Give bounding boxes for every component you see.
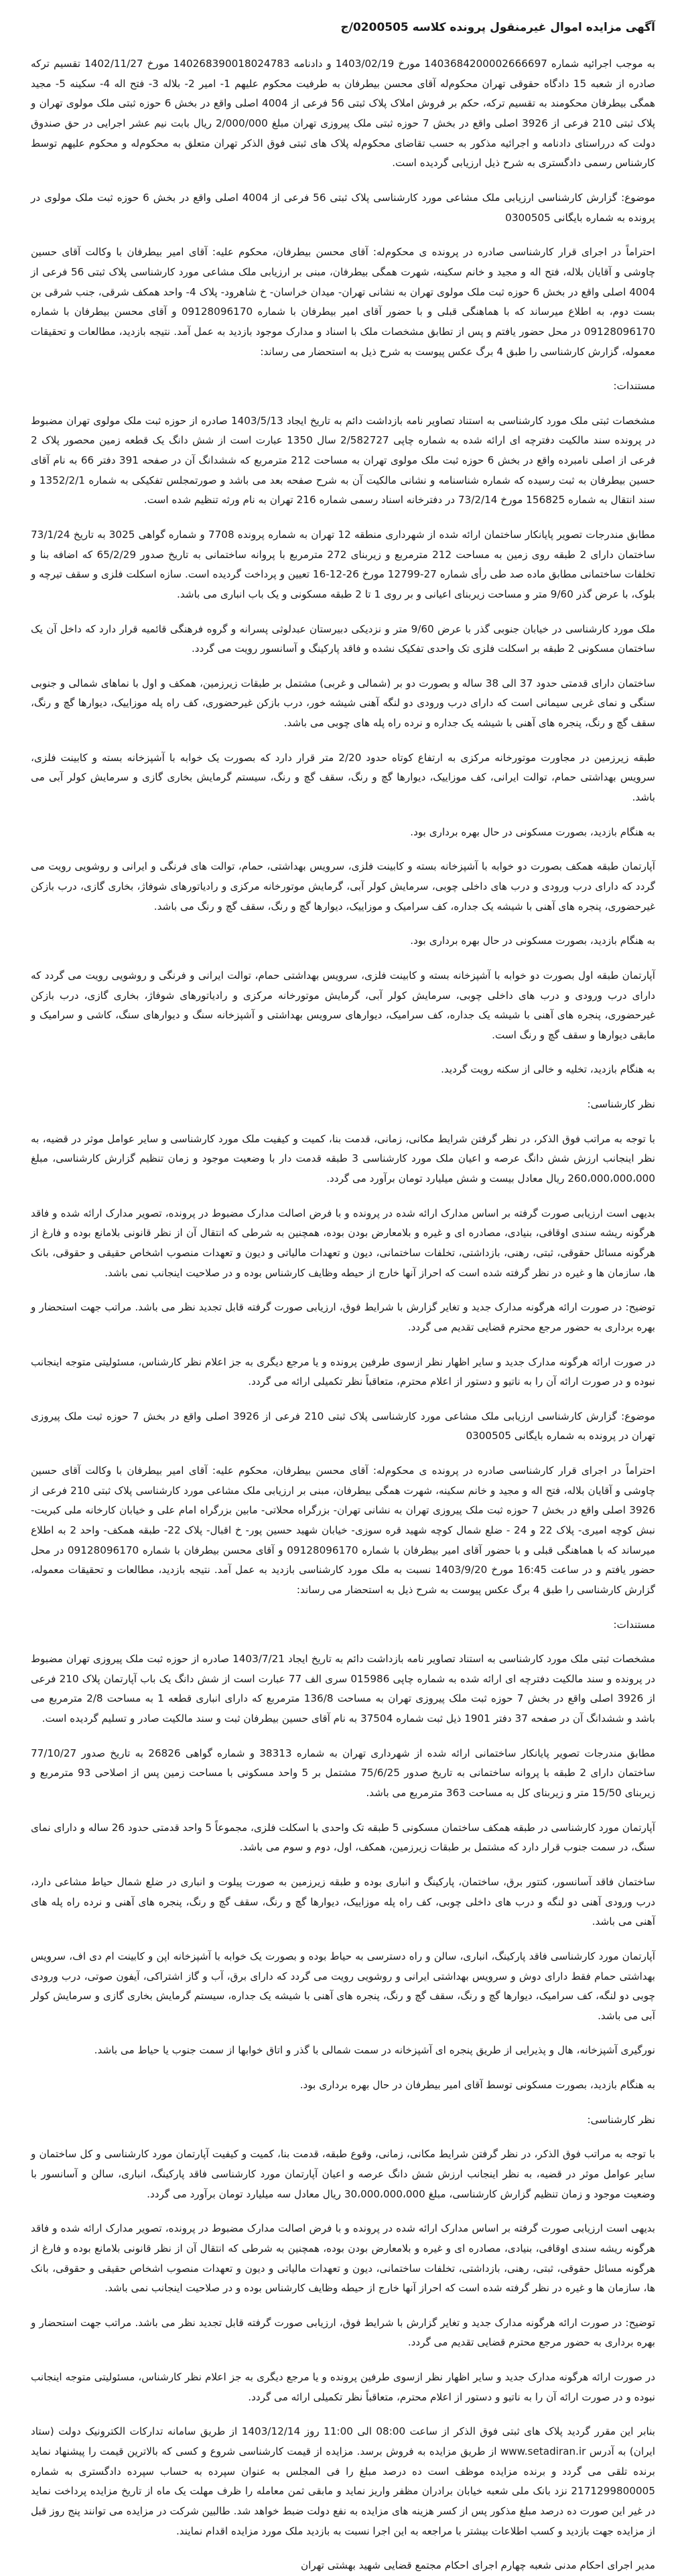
notice-signature: مدیر اجرای احکام مدنی شعبه چهارم اجرای احکام مجتمع قضایی شهید بهشتی تهران bbox=[300, 2559, 655, 2572]
notice-paragraph: ساختمان دارای قدمتی حدود 37 الی 38 ساله و بصورت دو بر (شمالی و غربی) مشتمل بر طبقات زیرزمین، همکف و اول با نماهای شمالی و جنوبی سنگی و نمای غربی سیمانی است که دارای درب ورودی دو لنگه آهنی شیشه خور، درب بازکن غیرحضوری، کف راه پله موزاییک، دیوارها گچ و رنگ، سقف گچ و رنگ، پنجره های آهنی با شیشه یک جداره و نرده راه پله های چوبی می باشد. bbox=[31, 677, 655, 730]
notice-paragraph: آپارتمان طبقه اول بصورت دو خوابه با آشپزخانه بسته و کابینت فلزی، سرویس بهداشتی حمام، توالت ایرانی و فرنگی و روشویی رویت می گردد که دارای درب ورودی و درب های داخلی چوبی، سرمایش کولر آبی، گرمایش موتورخانه مرکزی و رادیاتورهای شوفاژ، بخاری گازی، درب بازکن غیرحضوری، پنجره های آهنی با شیشه یک جداره، کف سرامیک، دیوارهای سرویس بهداشتی و آشپزخانه سنگ و دیوارهای سنگ، کاشی و سرامیک و مابقی دیوارها و سقف گچ و رنگ است. bbox=[31, 969, 655, 1041]
notice-paragraph: نظر کارشناسی: bbox=[587, 2113, 655, 2126]
notice-paragraph: مستندات: bbox=[613, 1618, 655, 1631]
notice-paragraph: به هنگام بازدید، بصورت مسکونی در حال بهره برداری بود. bbox=[410, 825, 655, 838]
notice-paragraph: نورگیری آشپزخانه، هال و پذیرایی از طریق پنجره ای آشپزخانه در سمت شمالی با گذر و اتاق خوابها از سمت جنوب یا حیاط می باشد. bbox=[94, 2044, 655, 2057]
notice-paragraph: بدیهی است ارزیابی صورت گرفته بر اساس مدارک ارائه شده در پرونده و با فرض اصالت مدارک مضبوط در پرونده، تصویر مدارک ارائه شده و فاقد هرگونه ریشه سندی اوقافی، بنیادی، مصادره ای و غیره و بلامعارض بودن بوده، همچنین به شرطی که انتقال آن از نظر قانونی بلامانع بوده و فارغ از هرگونه مسائل حقوقی، ثبتی، رهنی، بازداشتی، تخلفات ساختمانی، دیون و تعهدات مالیاتی و دیون و تعهدات منصوب اشخاص حقیقی و حقوقی، بانک ها، سازمان ها و غیره در نظر گرفته شده است که احراز آنها خارج از حیطه وظایف کارشناس بوده و در صلاحیت اینجانب نمی باشد. bbox=[31, 2222, 655, 2295]
notice-paragraph: بنابر این مقرر گردید پلاک های ثبتی فوق الذکر از ساعت 08:00 الی 11:00 روز 1403/12/14 از طریق سامانه تدارکات الکترونیک دولت (ستاد ایران) به آدرس www.setadiran.ir از طریق مزایده به فروش برسد. مزایده از قیمت کارشناسی شروع و کسی که بالاترین قیمت را پیشنهاد نماید برنده تلقی می گردد و برنده مزایده موظف است ده درصد مبلغ را فی المجلس به عنوان سپرده به حساب سپرده دادگستری به شماره 2171299800005 نزد بانک ملی شعبه خیابان برادران مظفر واریز نماید و مابقی ثمن معامله را ظرف مهلت یک ماه از تاریخ مزایده پرداخت نماید در غیر این صورت ده درصد مبلغ مذکور پس از کسر هزینه های مزایده به نفع دولت ضبط خواهد شد. طالبین شرکت در مزایده می توانند پنج روز قبل از مزایده جهت بازدید و کسب اطلاعات بیشتر با مراجعه به این اجرا نسبت به بازدید ملک مورد مزایده اقدام نمایند. bbox=[31, 2425, 655, 2537]
notice-paragraph: توضیح: در صورت ارائه هرگونه مدارک جدید و تغایر گزارش با شرایط فوق، ارزیابی صورت گرفته قابل تجدید نظر می باشد. مراتب جهت استحضار و بهره برداری به حضور مرجع محترم قضایی تقدیم می گردد. bbox=[31, 2316, 655, 2349]
notice-paragraph: بدیهی است ارزیابی صورت گرفته بر اساس مدارک ارائه شده در پرونده و با فرض اصالت مدارک مضبوط در پرونده، تصویر مدارک ارائه شده و فاقد هرگونه ریشه سندی اوقافی، بنیادی، مصادره ای و غیره و بلامعارض بودن بوده، همچنین به شرطی که انتقال آن از نظر قانونی بلامانع بوده و فارغ از هرگونه مسائل حقوقی، ثبتی، رهنی، بازداشتی، تخلفات ساختمانی، دیون و تعهدات مالیاتی و دیون و تعهدات منصوب اشخاص حقیقی و حقوقی، بانک ها، سازمان ها و غیره در نظر گرفته شده است که احراز آنها خارج از حیطه وظایف کارشناس بوده و در صلاحیت اینجانب نمی باشد. bbox=[31, 1207, 655, 1279]
notice-title: آگهی مزایده اموال غیرمنقول پرونده کلاسه 0200505/ج bbox=[340, 21, 655, 34]
notice-paragraph: به هنگام بازدید، بصورت مسکونی در حال بهره برداری بود. bbox=[410, 935, 655, 947]
notice-paragraph: آپارتمان مورد کارشناسی فاقد پارکینگ، انباری، سالن و راه دسترسی به حیاط بوده و بصورت یک خوابه با آشپزخانه اپن و کابینت ام دی اف، سرویس بهداشتی حمام فقط دارای دوش و سرویس بهداشتی ایرانی و روشویی رویت می گردد که دارای برق، آب و گاز اشتراکی، آیفون صوتی، درب ورودی چوبی دو لنگه، کف سرامیک، دیوارها گچ و رنگ، سقف گچ و رنگ، پنجره های آهنی با شیشه یک جداره، سیستم گرمایش بخاری گازی و سرمایش کولر آبی می باشد. bbox=[31, 1950, 655, 2022]
notice-paragraph: با توجه به مراتب فوق الذکر، در نظر گرفتن شرایط مکانی، زمانی، قدمت بنا، کمیت و کیفیت ملک مورد کارشناسی و سایر عوامل موثر در قضیه، به نظر اینجانب ارزش شش دانگ عرصه و اعیان ملک مورد کارشناسی 3 طبقه قدمت دار با وضعیت موجود و زمان تنظیم گزارش کارشناسی، مبلغ 260،000،000،000 ریال معادل بیست و شش میلیارد تومان برآورد می گردد. bbox=[31, 1132, 655, 1185]
notice-paragraph: در صورت ارائه هرگونه مدارک جدید و سایر اظهار نظر ازسوی طرفین پرونده و یا مرجع دیگری به جز اعلام نظر کارشناس، مسئولیتی متوجه اینجانب نبوده و در صورت ارائه آن را به ناتیو و دستور از اعلام محترم، متعاقباً نظر تکمیلی ارائه می گردد. bbox=[31, 1355, 655, 1388]
notice-paragraph: مشخصات ثبتی ملک مورد کارشناسی به استناد تصاویر نامه بازداشت دائم به تاریخ ایجاد 1403/5/13 صادره از حوزه ثبت ملک مولوی تهران مضبوط در پرونده سند مالکیت دفترچه ای ارائه شده به شماره چاپی 2/582727 سال 1350 عبارت است از شش دانگ یک قطعه زمین محصور پلاک 2 فرعی از اصلی نامبرده واقع در بخش 6 حوزه ثبت ملک مولوی تهران به مساحت 212 مترمربع که ششدانگ آن در صفحه 391 دفتر 66 به نام آقای حسین بیطرفان به ثبت رسیده که شماره شناسنامه و نشانی مالکیت آن به شرح صفحه بعد می باشد و صورتمجلس تفکیکی به شماره 1352/2/1 و سند انتقال به شماره 156825 مورخ 73/2/14 در دفترخانه اسناد رسمی شماره 216 تهران به نام ورثه تنظیم شده است. bbox=[31, 414, 655, 506]
notice-paragraph: به هنگام بازدید، بصورت مسکونی توسط آقای امیر بیطرفان در حال بهره برداری بود. bbox=[299, 2079, 655, 2092]
notice-paragraph: به هنگام بازدید، تخلیه و خالی از سکنه رویت گردید. bbox=[441, 1063, 655, 1076]
notice-paragraph: به موجب اجرائیه شماره 1403684200002666697 مورخ 1403/02/19 و دادنامه 140268390018024783 مورخ 1402/11/27 تقسیم ترکه صادره از شعبه 15 دادگاه حقوقی تهران محکوم‌له آقای محسن بیطرفان به طرفیت محکوم علیهم 1- امیر 2- بلاله 3- فتح اله 4- سکینه 5- مجید همگی بیطرفان محکومند به تقسیم ترکه، حکم بر فروش املاک پلاک ثبتی 56 فرعی از 4004 اصلی واقع در بخش 6 حوزه ثبتی ملک مولوی تهران و پلاک ثبتی 210 فرعی از 3926 اصلی واقع در بخش 7 حوزه ثبتی ملک پیروزی تهران مبلغ 2/000/000 ریال بابت نیم عشر اجرایی در حق صندوق دولت که درراستای دادنامه و اجرائیه مذکور به حسب تقاضای محکوم‌له پلاک های ثبتی فوق الذکر تهران متعلق به محکوم‌له و محکوم علیهم توسط کارشناس رسمی دادگستری به شرح ذیل ارزیابی گردیده است. bbox=[31, 58, 655, 170]
notice-body bbox=[31, 54, 655, 2541]
notice-paragraph: نظر کارشناسی: bbox=[587, 1098, 655, 1111]
notice-paragraph: توضیح: در صورت ارائه هرگونه مدارک جدید و تغایر گزارش با شرایط فوق، ارزیابی صورت گرفته قابل تجدید نظر می باشد. مراتب جهت استحضار و بهره برداری به حضور مرجع محترم قضایی تقدیم می گردد. bbox=[31, 1301, 655, 1333]
notice-paragraph: طبقه زیرزمین در مجاورت موتورخانه مرکزی به ارتفاع کوتاه حدود 2/20 متر قرار دارد که بصورت یک خوابه با آشپزخانه بسته و کابینت فلزی، سرویس بهداشتی حمام، توالت ایرانی، کف موزاییک، دیوارها گچ و رنگ، سقف گچ و رنگ، سیستم گرمایش بخاری گازی و سرمایش کولر آبی می باشد. bbox=[31, 751, 655, 804]
notice-paragraph: با توجه به مراتب فوق الذکر، در نظر گرفتن شرایط مکانی، زمانی، وقوع طبقه، قدمت بنا، کمیت و کیفیت آپارتمان مورد کارشناسی و کل ساختمان و سایر عوامل موثر در قضیه، به نظر اینجانب ارزش شش دانگ عرصه و اعیان آپارتمان مورد کارشناسی فاقد پارکینگ، انباری، سالن و آسانسور با وضعیت موجود و زمان تنظیم گزارش کارشناسی، مبلغ 30،000،000،000 ریال معادل سه میلیارد تومان برآورد می گردد. bbox=[31, 2148, 655, 2200]
notice-paragraph: مستندات: bbox=[613, 380, 655, 393]
notice-paragraph: در صورت ارائه هرگونه مدارک جدید و سایر اظهار نظر ازسوی طرفین پرونده و یا مرجع دیگری به جز اعلام نظر کارشناس، مسئولیتی متوجه اینجانب نبوده و در صورت ارائه آن را به ناتیو و دستور از اعلام محترم، متعاقباً نظر تکمیلی ارائه می گردد. bbox=[31, 2371, 655, 2403]
notice-paragraph: آپارتمان مورد کارشناسی در طبقه همکف ساختمان مسکونی 5 طبقه تک واحدی با اسکلت فلزی، مجموعاً 5 واحد قدمتی حدود 26 ساله و دارای نمای سنگ، در سمت جنوب قرار دارد که مشتمل بر طبقات زیرزمین، همکف، اول، دوم و سوم می باشد. bbox=[31, 1821, 656, 1854]
notice-paragraph: مطابق مندرجات تصویر پایانکار ساختمانی ارائه شده از شهرداری تهران به شماره 38313 و شماره گواهی 26826 به تاریخ صدور 77/10/27 ساختمان دارای 2 طبقه با پروانه ساختمانی به تاریخ صدور 75/6/25 مشتمل بر 5 واحد مسکونی با مساحت زمین پس از اصلاحی 93 مترمربع و زیربنای 15/50 متر و زیربنای کل به مساحت 363 مترمربع می باشد. bbox=[31, 1747, 656, 1800]
notice-paragraph: مشخصات ثبتی ملک مورد کارشناسی به استناد تصاویر نامه بازداشت دائم به تاریخ ایجاد 1403/7/21 صادره از حوزه ثبت ملک پیروزی تهران مضبوط در پرونده و سند مالکیت دفترچه ای ارائه شده به شماره چاپی 015986 سری الف 77 عبارت است از شش دانگ یک باب آپارتمان پلاک 210 فرعی از 3926 اصلی واقع در بخش 7 حوزه ثبت ملک پیروزی تهران به مساحت 136/8 مترمربع که دارای انباری قطعه 1 به مساحت 2/8 مترمربع می باشد و ششدانگ آن در صفحه 37 دفتر 1901 ذیل ثبت شماره 37504 به نام آقای حسین بیطرفان ثبت و سند مالکیت صادر و تسلیم گردیده است. bbox=[31, 1653, 655, 1725]
notice-paragraph: موضوع: گزارش کارشناسی ارزیابی ملک مشاعی مورد کارشناسی پلاک ثبتی 210 فرعی از 3926 اصلی واقع در بخش 7 حوزه ثبت ملک پیروزی تهران در پرونده به شماره بایگانی 0300505 bbox=[31, 1410, 655, 1442]
notice-paragraph: آپارتمان طبقه همکف بصورت دو خوابه با آشپزخانه بسته و کابینت فلزی، سرویس بهداشتی، حمام، توالت های فرنگی و ایرانی و روشویی رویت می گردد که دارای درب ورودی و درب های داخلی چوبی، سرمایش کولر آبی، گرمایش موتورخانه مرکزی و رادیاتورهای شوفاژ، بخاری گازی، درب بازکن غیرحضوری، پنجره های آهنی با شیشه یک جداره، کف سرامیک و موزاییک، دیوارها گچ و رنگ، سقف گچ و رنگ می باشد. bbox=[31, 860, 655, 912]
notice-paragraph: مطابق مندرجات تصویر پایانکار ساختمان ارائه شده از شهرداری منطقه 12 تهران به شماره پرونده 7708 و شماره گواهی 3025 به تاریخ 73/1/24 ساختمان دارای 2 طبقه روی زمین به مساحت 212 مترمربع و زیربنای 272 مترمربع با پروانه ساختمانی به تاریخ صدور 65/2/29 که اضافه بنا و تخلفات ساختمانی مطابق ماده صد طی رأی شماره 27-12799 مورخ 26-12-16 تعیین و پرداخت گردیده است. سازه اسکلت فلزی و سقف تیرچه و بلوک، با عرض گذر 9/60 متر و مساحت زیربنای اعیانی و بر روی 1 تا 2 طبقه مسکونی و یک باب انباری می باشد. bbox=[31, 529, 656, 600]
notice-paragraph: ملک مورد کارشناسی در خیابان جنوبی گذر با عرض 9/60 متر و نزدیکی دبیرستان عبدلوثی پسرانه و گروه فرهنگی قائمیه قرار دارد که داخل آن یک ساختمان مسکونی 2 طبقه بر اسکلت فلزی تک واحدی تفکیک نشده و فاقد پارکینگ و آسانسور رویت می گردد. bbox=[31, 622, 655, 655]
notice-paragraph: احتراماً در اجرای قرار کارشناسی صادره در پرونده ی محکوم‌له: آقای محسن بیطرفان، محکوم علیه: آقای امیر بیطرفان با وکالت آقای حسین چاوشی و آقایان بلاله، فتح اله و مجید و خانم سکینه، شهرت همگی بیطرفان، مبنی بر ارزیابی ملک مشاعی مورد کارشناسی پلاک ثبتی 56 فرعی از 4004 اصلی واقع در بخش 6 حوزه ثبت ملک مولوی تهران به نشانی تهران- میدان خراسان- خ شاهرود- پلاک 4- واحد همکف شرقی، جنب شرقی بن بست دوم، به اطلاع میرساند که با هماهنگی قبلی و با حضور آقای امیر بیطرفان با شماره 09128096170 و آقای محسن بیطرفان با شماره 09128096170 در محل حضور یافتم و پس از تطابق مشخصات ملک با اسناد و مدارک موجود بازدید به عمل آمد. نتیجه بازدید، مطالعات و تحقیقات معموله، گزارش کارشناسی را طبق 4 برگ عکس پیوست به شرح ذیل به استحضار می رساند: bbox=[31, 246, 655, 358]
notice-paragraph: احتراماً در اجرای قرار کارشناسی صادره در پرونده ی محکوم‌له: آقای محسن بیطرفان، محکوم علیه: آقای امیر بیطرفان با وکالت آقای حسین چاوشی و آقایان بلاله، فتح اله و مجید و خانم سکینه، شهرت همگی بیطرفان، مبنی بر ارزیابی ملک مشاعی مورد کارشناسی پلاک ثبتی 210 فرعی از 3926 اصلی واقع در بخش 7 حوزه ثبت ملک پیروزی تهران به نشانی تهران- بزرگراه محلاتی- مابین بزرگراه امام علی و خیابان کارخانه ملی کبریت- نبش کوچه امیری- پلاک 22 و 24 - ضلع شمال کوچه شهید قره سوزی- خیابان شهید حسین پور- خ اقبال- پلاک 22- طبقه همکف- واحد 2 به اطلاع میرساند که با هماهنگی قبلی و با حضور آقای امیر بیطرفان با شماره 09128096170 و آقای محسن بیطرفان با شماره 09128096170 در محل حضور یافتم و در ساعت 16:45 مورخ 1403/9/20 نسبت به ملک مورد کارشناسی بازدید به عمل آمد. نتیجه بازدید، مطالعات و تحقیقات معموله، گزارش کارشناسی را طبق 4 برگ عکس پیوست به شرح ذیل به استحضار می رساند: bbox=[31, 1465, 655, 1596]
notice-paragraph: ساختمان فاقد آسانسور، کنتور برق، ساختمان، پارکینگ و انباری بوده و طبقه زیرزمین به صورت پیلوت و انباری در ضلع شمال حیاط مشاعی دارد، درب ورودی آهنی دو لنگه و درب های داخلی چوبی، کف راه پله موزاییک، دیوارها گچ و رنگ، سقف گچ و رنگ، پنجره های آهنی و نرده راه پله های آهنی می باشد. bbox=[31, 1875, 655, 1928]
notice-paragraph: موضوع: گزارش کارشناسی ارزیابی ملک مشاعی مورد کارشناسی پلاک ثبتی 56 فرعی از 4004 اصلی واقع در بخش 6 حوزه ثبت ملک مولوی در پرونده به شماره بایگانی 0300505 bbox=[31, 192, 655, 224]
